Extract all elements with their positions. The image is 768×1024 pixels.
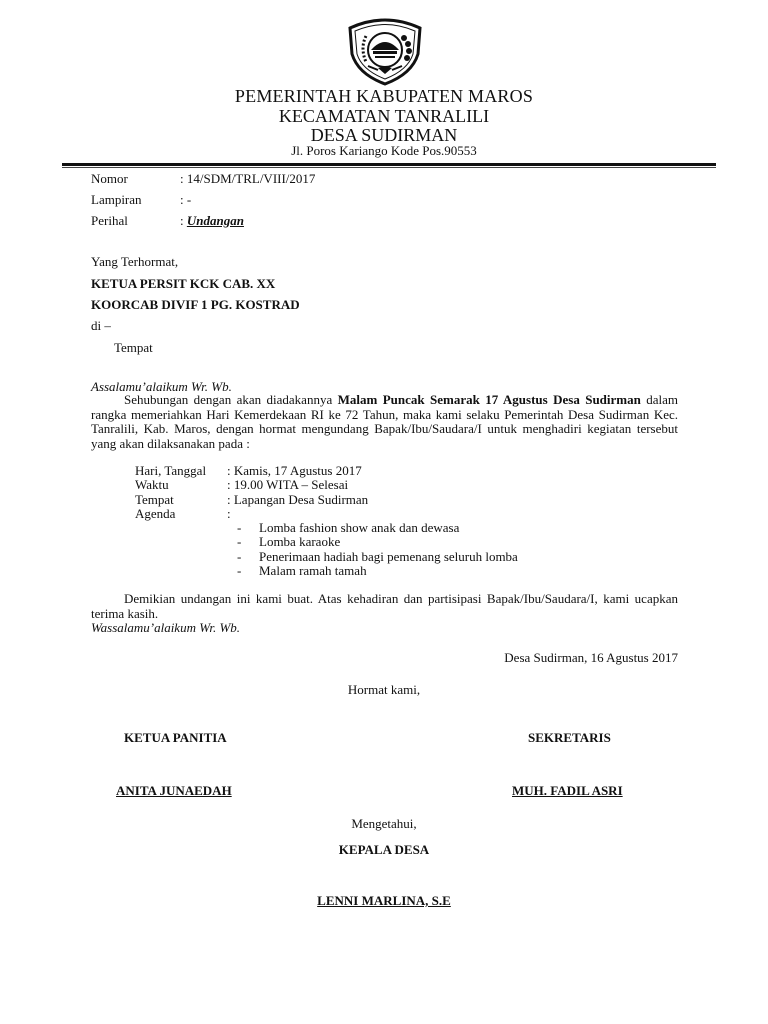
- letterhead-government: PEMERINTAH KABUPATEN MAROS: [234, 86, 534, 106]
- recipient-di: di –: [91, 318, 111, 333]
- event-name: Malam Puncak Semarak 17 Agustus Desa Sudirman: [337, 392, 641, 407]
- body-paragraph: [91, 393, 678, 451]
- nomor-label: Nomor: [91, 171, 128, 186]
- event-value: : Lapangan Desa Sudirman: [227, 492, 369, 507]
- perihal-colon: :: [180, 213, 187, 228]
- event-value: : Kamis, 17 Agustus 2017: [227, 463, 362, 478]
- right-signatory-name: MUH. FADIL ASRI: [512, 783, 623, 798]
- bullet-dash: -: [237, 520, 242, 535]
- recipient-line-1: KETUA PERSIT KCK CAB. XX: [91, 276, 276, 291]
- letterhead-district: KECAMATAN TANRALILI: [278, 106, 490, 126]
- body-text-a: Sehubungan dengan akan diadakannya: [124, 392, 338, 407]
- agenda-item: [237, 564, 367, 579]
- closing-paragraph: Demikian undangan ini kami buat. Atas kehadiran dan partisipasi Bapak/Ibu/Saudara/I, kami ucapkan terima kasih.: [91, 591, 678, 621]
- place-date: Desa Sudirman, 16 Agustus 2017: [504, 650, 678, 665]
- left-signatory-title: KETUA PANITIA: [124, 730, 227, 745]
- opening-salutation: Assalamu’alaikum Wr. Wb.: [91, 379, 232, 394]
- event-label: Hari, Tanggal: [135, 463, 207, 478]
- agenda-text: Penerimaan hadiah bagi pemenang seluruh lomba: [259, 549, 518, 564]
- agenda-text: Lomba karaoke: [259, 534, 341, 549]
- perihal-label: Perihal: [91, 213, 128, 228]
- letterhead-village: DESA SUDIRMAN: [310, 125, 458, 145]
- closing-salutation: Wassalamu’alaikum Wr. Wb.: [91, 620, 241, 635]
- recipient-tempat: Tempat: [114, 340, 153, 355]
- center-signatory-name: LENNI MARLINA, S.E: [317, 893, 451, 908]
- meta-lampiran: [91, 192, 191, 208]
- event-label: Tempat: [135, 492, 174, 507]
- hormat-kami: Hormat kami,: [347, 682, 421, 697]
- event-row-agenda: [135, 507, 231, 522]
- meta-perihal: [91, 213, 244, 229]
- bullet-dash: -: [237, 563, 242, 578]
- event-value: :: [227, 506, 231, 521]
- agenda-text: Malam ramah tamah: [259, 563, 367, 578]
- agenda-item: [237, 535, 340, 550]
- greeting: Yang Terhormat,: [91, 254, 179, 269]
- event-label: Agenda: [135, 506, 176, 521]
- letterhead-divider: [62, 163, 716, 166]
- event-label: Waktu: [135, 477, 169, 492]
- agenda-text: Lomba fashion show anak dan dewasa: [259, 520, 460, 535]
- event-row-time: [135, 478, 348, 493]
- letterhead-divider-thin: [62, 167, 716, 168]
- center-signatory-title: KEPALA DESA: [338, 842, 430, 857]
- recipient-line-2: KOORCAB DIVIF 1 PG. KOSTRAD: [91, 297, 300, 312]
- bullet-dash: -: [237, 534, 242, 549]
- mengetahui: Mengetahui,: [351, 816, 417, 831]
- meta-nomor: [91, 171, 315, 187]
- nomor-value: : 14/SDM/TRL/VIII/2017: [180, 171, 316, 186]
- regency-coat-of-arms-icon: [342, 14, 428, 86]
- bullet-dash: -: [237, 549, 242, 564]
- body-text-b: dalam rangka memeriahkan Hari Kemerdekaan RI ke 72 Tahun, maka kami selaku Pemerintah Desa Sudirman Kec. Tanralili, Kab. Maros, dengan hormat mengundang Bapak/Ibu/Saudara/I untuk menghadiri kegiatan tersebut yang akan dilaksanakan pada :: [91, 392, 679, 451]
- lampiran-label: Lampiran: [91, 192, 142, 207]
- lampiran-value: : -: [180, 192, 192, 207]
- perihal-value: Undangan: [186, 213, 244, 228]
- right-signatory-title: SEKRETARIS: [528, 730, 611, 745]
- left-signatory-name: ANITA JUNAEDAH: [116, 783, 232, 798]
- event-value: : 19.00 WITA – Selesai: [227, 477, 349, 492]
- letterhead-address: Jl. Poros Kariango Kode Pos.90553: [291, 143, 477, 158]
